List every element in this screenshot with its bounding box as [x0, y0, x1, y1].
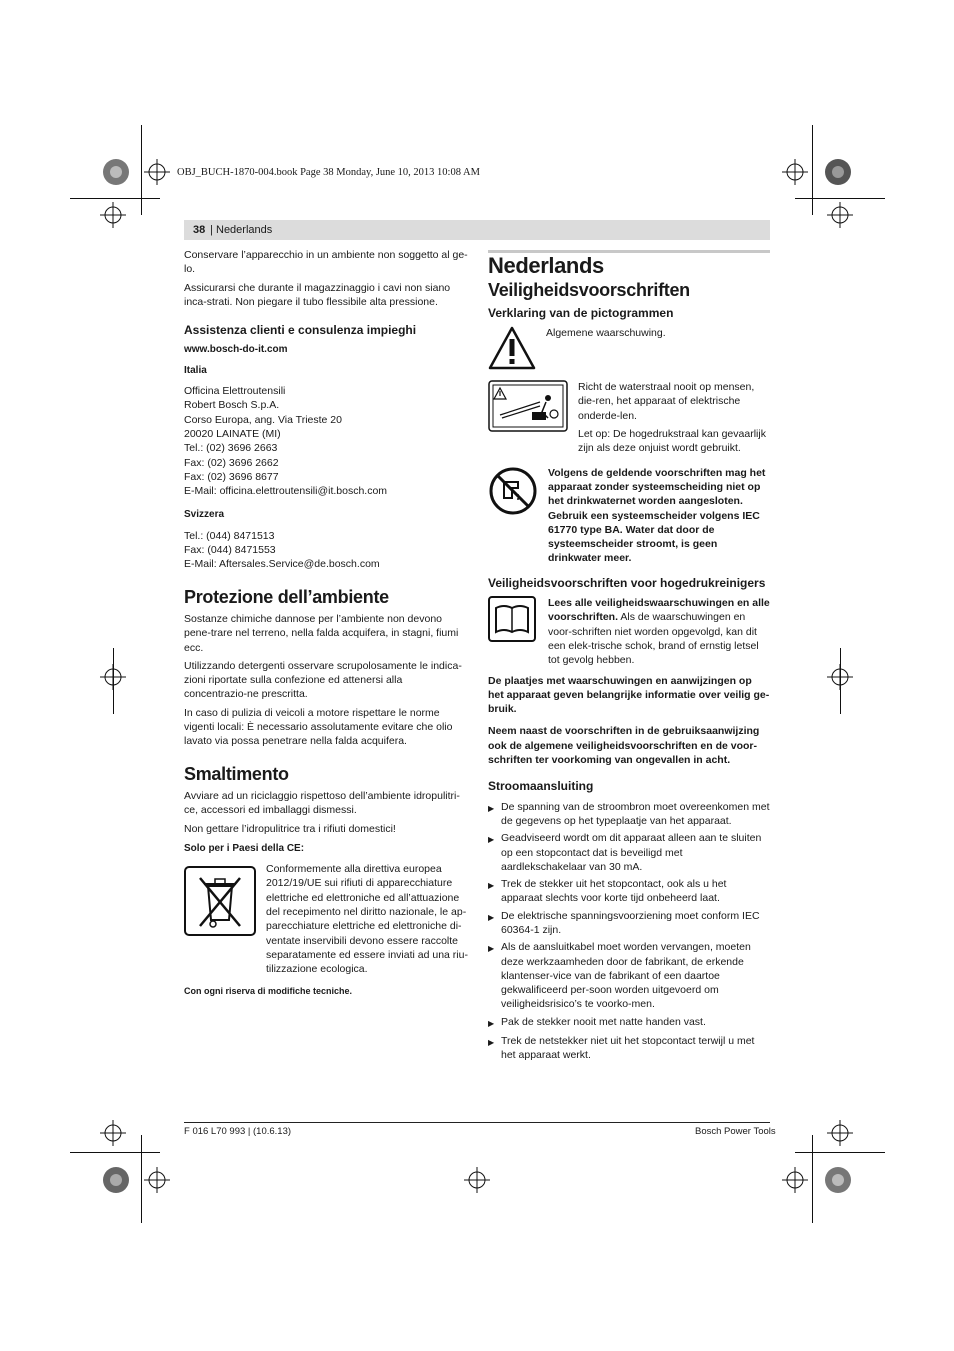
email-line[interactable]: E-Mail: Aftersales.Service@de.bosch.com [184, 558, 380, 571]
pictogram-text: Algemene waarschuwing. [546, 326, 666, 339]
list-item [488, 831, 770, 874]
manual-warning-text: Als de waarschuwingen en voor-schriften niet worden opgevolgd, kan dit een elek-trische schok, brand of ernstig letsel tot gevolg hebben. [548, 611, 759, 667]
reserve-note: Con ogni riserva di modifiche tecniche. [184, 986, 353, 997]
pictogram-jet [488, 380, 770, 459]
pictogram-drinking-water [488, 466, 770, 566]
fax-line: Fax: (02) 3696 8677 [184, 470, 279, 483]
list-item [488, 940, 770, 1011]
page-title: Nederlands [488, 253, 604, 278]
website-link[interactable]: www.bosch-do-it.com [184, 344, 288, 356]
footer-doc-number: F 016 L70 993 | (10.6.13) [184, 1126, 292, 1137]
header-language: Nederlands [216, 224, 273, 236]
weee-text: Conformemente alla direttiva europea 2012/19/UE sui rifiuti di apparecchiature elettriche ed elettroniche ed all’attuazione del recepimento nel diritto nazionale, le ap-parecchiature elettriche ed elettroniche di-ventate inservibili devono essere raccolte separatamente ed essere inviati ad una riu-tilizzazione ecologica. [266, 863, 468, 976]
italia-heading: Italia [184, 364, 207, 376]
bullet-arrow-icon: ▶ [488, 1038, 495, 1048]
environment-paragraph: Sostanze chimiche dannose per l’ambiente non devono pene-trare nel terreno, nella falda acquifera, in stagni, fiumi ecc. [184, 612, 459, 654]
disposal-paragraph: Non gettare l’idropulitrice tra i rifiuti domestici! [184, 822, 396, 835]
list-item-text: Geadviseerd wordt om dit apparaat alleen aan te sluiten op een stopcontact dat is beveiligd met aardlekschakelaar van 30 mA. [501, 832, 762, 873]
bullet-arrow-icon: ▶ [488, 944, 495, 954]
list-item [488, 909, 770, 938]
pictogram-warning [488, 326, 770, 374]
fax-line: Fax: (02) 3696 2662 [184, 456, 279, 469]
no-drinking-water-connection-icon [488, 466, 542, 520]
manual-warning-bold: Lees alle veiligheidswaarschuwingen en alle voorschriften. [548, 597, 770, 624]
file-slug: OBJ_BUCH-1870-004.book Page 38 Monday, June 10, 2013 10:08 AM [177, 167, 480, 178]
pictogram-text: Richt de waterstraal nooit op mensen, die-ren, het apparaat of elektrische onderde-len. [578, 381, 755, 422]
environment-paragraph: Utilizzando detergenti osservare scrupolosamente le indica-zioni riportate sulla confezione ed attenersi alla concentrazio-ne prescritta. [184, 659, 462, 701]
address-line: Corso Europa, ang. Via Trieste 20 [184, 413, 342, 426]
list-item-text: Trek de netstekker niet uit het stopcontact terwijl u met het apparaat werkt. [501, 1035, 755, 1062]
right-column [488, 250, 770, 1066]
address-line: 20020 LAINATE (MI) [184, 427, 281, 440]
power-bullet-list [488, 800, 770, 1063]
left-column [184, 248, 468, 1005]
address-line: Officina Elettroutensili [184, 385, 286, 398]
list-item [488, 1034, 770, 1063]
bullet-arrow-icon: ▶ [488, 912, 495, 922]
bullet-arrow-icon: ▶ [488, 1018, 495, 1028]
list-item-text: Pak de stekker nooit met natte handen vast. [501, 1015, 706, 1028]
weee-block [184, 862, 468, 976]
storage-paragraph-1: Conservare l’apparecchio in un ambiente non soggetto al ge-lo. [184, 249, 468, 276]
pictogram-text [548, 596, 770, 667]
pictogram-heading: Verklaring van de pictogrammen [488, 305, 674, 320]
service-heading: Assistenza clienti e consulenza impieghi [184, 323, 417, 338]
environment-heading: Protezione dell’ambiente [184, 586, 389, 607]
italia-address [184, 384, 468, 498]
phone-line: Tel.: (02) 3696 2663 [184, 442, 278, 455]
email-line[interactable]: E-Mail: officina.elettroutensili@it.bosch.com [184, 485, 388, 498]
svizzera-heading: Svizzera [184, 509, 225, 521]
svizzera-address [184, 529, 468, 572]
labels-paragraph: De plaatjes met waarschuwingen en aanwijzingen op het apparaat geven belangrijke informatie over veilig ge-bruik. [488, 674, 770, 716]
high-pressure-heading: Veiligheidsvoorschriften voor hogedrukreinigers [488, 575, 766, 590]
list-item [488, 1015, 770, 1031]
header-separator: | [210, 224, 213, 236]
bullet-arrow-icon: ▶ [488, 803, 495, 813]
weee-bin-icon [184, 866, 256, 940]
bullet-arrow-icon: ▶ [488, 835, 495, 845]
environment-paragraph: In caso di pulizia di veicoli a motore rispettare le norme vigenti locali: È necessario assolutamente evitare che olio lavato via possa penetrare nella falda acquifera. [184, 706, 453, 748]
list-item-text: De spanning van de stroombron moet overeenkomen met de gegevens op het typeplaatje van het apparaat. [501, 800, 770, 827]
warning-triangle-icon [488, 326, 540, 374]
read-manual-icon [488, 596, 542, 646]
phone-line: Tel.: (044) 8471513 [184, 529, 275, 542]
address-line: Robert Bosch S.p.A. [184, 399, 280, 412]
page-number: 38 [193, 224, 206, 236]
list-item-text: Als de aansluitkabel moet worden vervangen, moeten deze werkzaamheden door de fabrikant, de erkende klantenser-vice van de fabrikant of een daartoe gekwalificeerd per-soon worden uitgevoerd om veiligheidsrisico’s te voorko-men. [501, 941, 751, 1011]
disposal-heading: Smaltimento [184, 763, 289, 784]
bullet-arrow-icon: ▶ [488, 881, 495, 891]
pictogram-text: Volgens de geldende voorschriften mag het apparaat zonder systeemscheiding niet op het drinkwaternet worden aangesloten. Gebruik een systeemscheider volgens IEC 61770 type BA. Water dat door de systeemscheider stroomt, is geen drinkwater meer. [548, 466, 766, 565]
fax-line: Fax: (044) 8471553 [184, 544, 276, 557]
power-heading: Stroomaansluiting [488, 779, 594, 794]
pictogram-texts [578, 380, 770, 459]
storage-paragraph-2: Assicurarsi che durante il magazzinaggio i cavi non siano inca-strati. Non piegare il tubo flessibile alta pressione. [184, 281, 451, 308]
pictogram-text: Let op: De hogedrukstraal kan gevaarlijk zijn als deze onjuist wordt gebruikt. [578, 428, 766, 455]
water-jet-warning-icon [488, 380, 572, 436]
list-item-text: Trek de stekker uit het stopcontact, ook als u het apparaat slechts voor korte tijd onbeheerd laat. [501, 878, 727, 905]
footer-rule [184, 1122, 770, 1123]
list-item [488, 800, 770, 829]
list-item-text: De elektrische spanningsvoorziening moet conform IEC 60364-1 zijn. [501, 909, 760, 936]
footer-brand: Bosch Power Tools [695, 1126, 776, 1137]
disposal-paragraph: Avviare ad un riciclaggio rispettoso dell’ambiente idropulitri-ce, accessori ed imballaggi dismessi. [184, 789, 460, 817]
safety-heading: Veiligheidsvoorschriften [488, 280, 690, 301]
general-rules-paragraph: Neem naast de voorschriften in de gebruiksaanwijzing ook de algemene veiligheidsvoorschriften en de voor-schriften ter voorkoming van ongevallen in acht. [488, 725, 760, 767]
pictogram-manual [488, 596, 770, 667]
ce-only-label: Solo per i Paesi della CE: [184, 842, 305, 854]
list-item [488, 877, 770, 906]
